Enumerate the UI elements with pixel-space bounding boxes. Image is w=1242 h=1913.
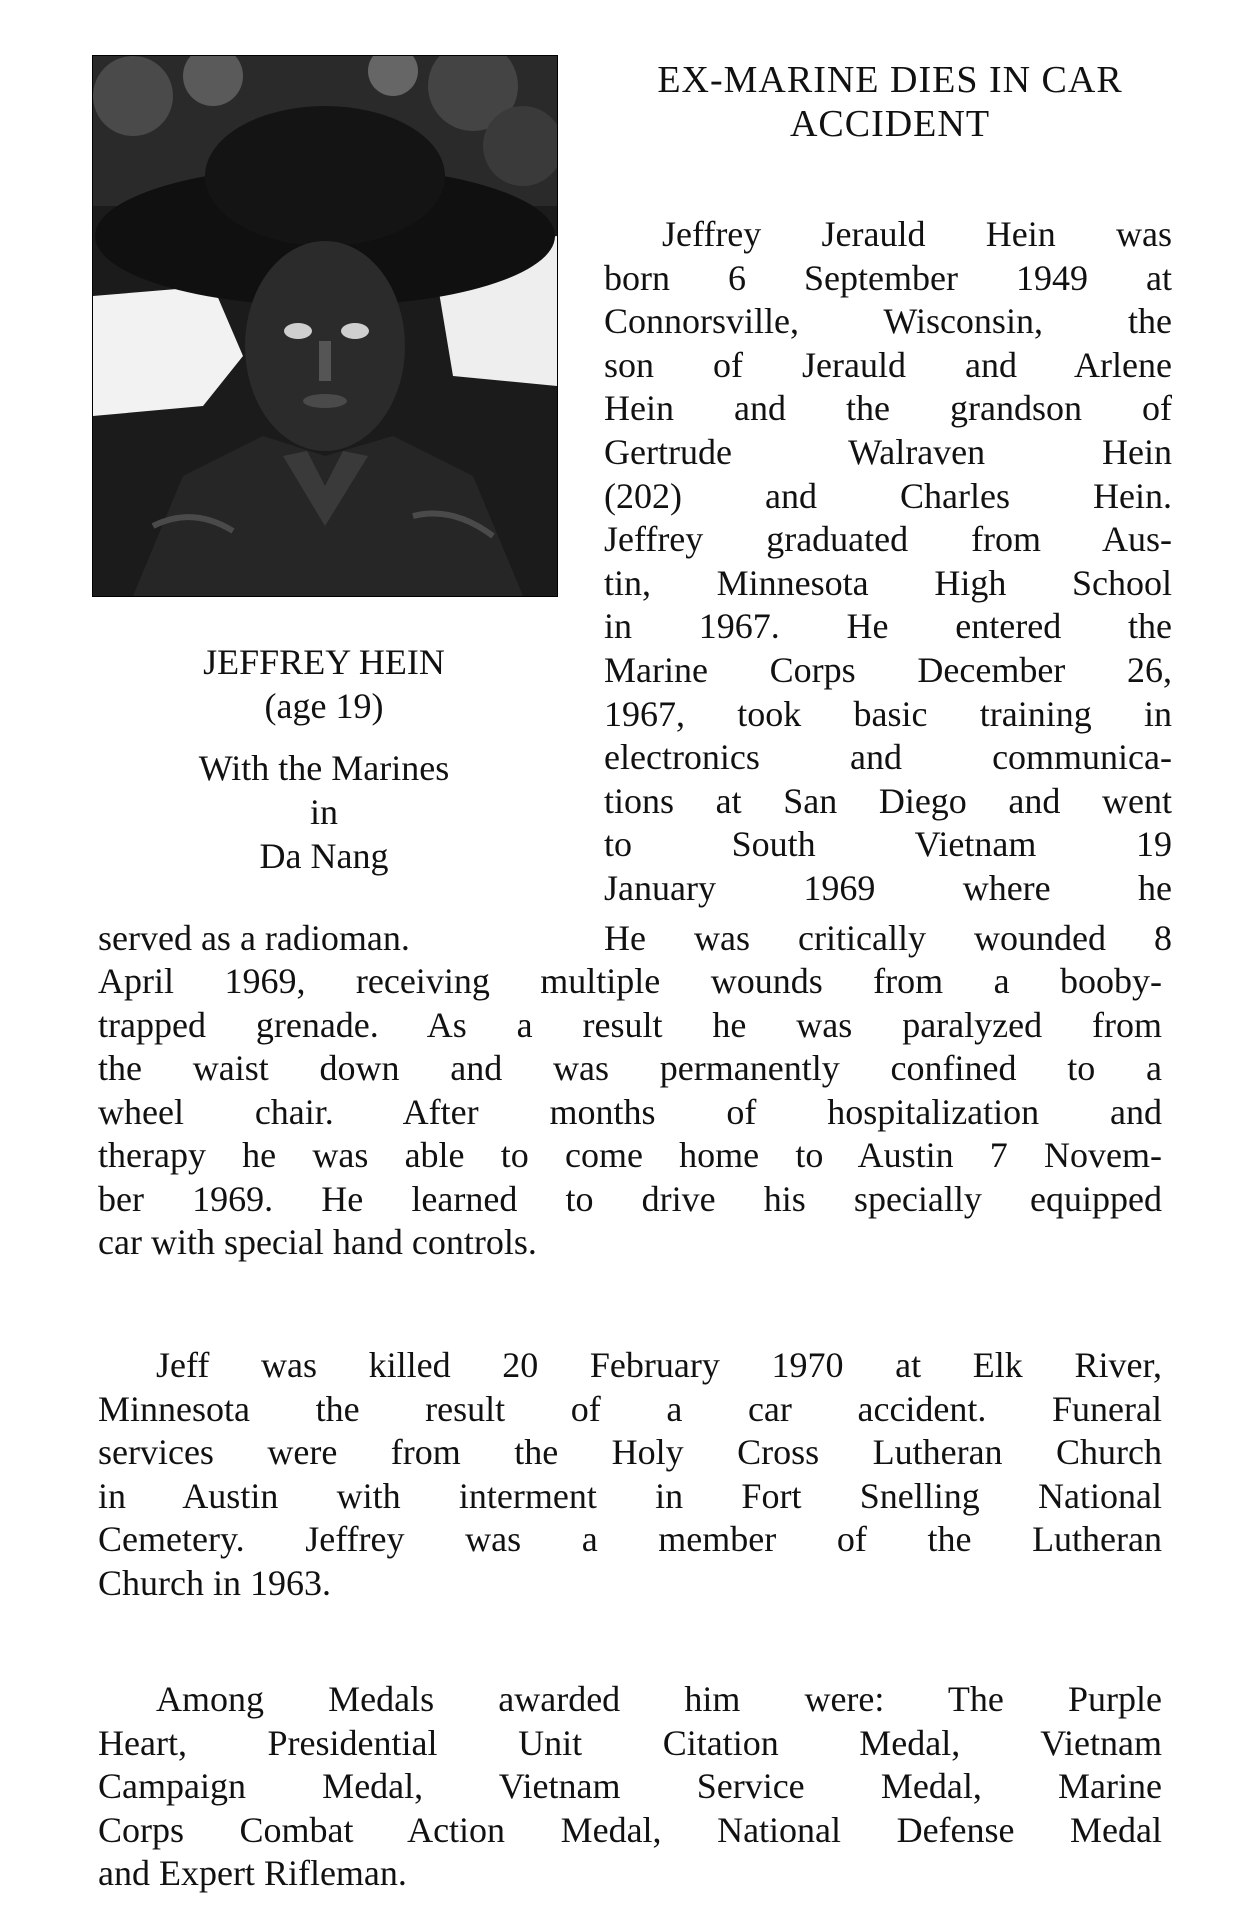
text-line: services were from the Holy Cross Lutheran Church (98, 1432, 1162, 1472)
text-line: in 1967. He entered the (604, 606, 1172, 647)
text-line: born 6 September 1949 at (604, 257, 1172, 298)
text-line: Church in 1963. (98, 1562, 331, 1603)
photo-caption (92, 640, 556, 878)
headline (600, 58, 1180, 146)
text-line: (202) and Charles Hein. (604, 475, 1172, 516)
text-line: Gertrude Walraven Hein (604, 431, 1172, 472)
caption-spacer (92, 728, 556, 746)
text-line: Minnesota the result of a car accident. Funeral (98, 1388, 1162, 1429)
paragraph-1-continued (98, 960, 1162, 1265)
text-line: Campaign Medal, Vietnam Service Medal, Marine (98, 1766, 1162, 1806)
text-line: 1967, took basic training in (604, 693, 1172, 734)
caption-name: JEFFREY HEIN (203, 642, 445, 682)
text-line: Heart, Presidential Unit Citation Medal, Vietnam (98, 1722, 1162, 1763)
split-line (98, 916, 1172, 960)
text-line: in Austin with interment in Fort Snelling National (98, 1475, 1162, 1516)
text-line: January 1969 where he (604, 867, 1172, 908)
caption-service: With the Marines (198, 748, 450, 788)
text-line: wheel chair. After months of hospitalization and (98, 1091, 1162, 1132)
text-line: son of Jerauld and Arlene (604, 344, 1172, 385)
text-line: to South Vietnam 19 (604, 824, 1172, 865)
headline-line-2: ACCIDENT (789, 103, 991, 145)
text-line: Corps Combat Action Medal, National Defense Medal (98, 1809, 1162, 1850)
headline-line-1: EX-MARINE DIES IN CAR (657, 59, 1123, 101)
text-line: therapy he was able to come home to Austin 7 Novem- (98, 1135, 1162, 1175)
text-line: electronics and communica- (604, 737, 1172, 778)
caption-location: Da Nang (259, 836, 389, 876)
text-line: Among Medals awarded him were: The Purple (156, 1679, 1162, 1719)
paragraph-2 (98, 1344, 1162, 1605)
text-line: trapped grenade. As a result he was paralyzed from (98, 1004, 1162, 1045)
text-line: Marine Corps December 26, (604, 649, 1172, 690)
text-line: April 1969, receiving multiple wounds from a booby- (98, 961, 1162, 1001)
split-line-left: served as a radioman. (98, 918, 410, 958)
text-line: Jeffrey Jerauld Hein was (662, 214, 1172, 254)
narrow-column-text (604, 213, 1172, 911)
split-line-right: He was critically wounded 8 (604, 918, 1172, 958)
caption-in: in (309, 792, 338, 832)
text-line: Jeffrey graduated from Aus- (604, 519, 1172, 560)
text-line: car with special hand controls. (98, 1222, 537, 1262)
text-line: Cemetery. Jeffrey was a member of the Lutheran (98, 1519, 1162, 1559)
paragraph-3 (98, 1678, 1162, 1896)
text-line: tin, Minnesota High School (604, 562, 1172, 603)
text-line: and Expert Rifleman. (98, 1853, 407, 1893)
text-line: tions at San Diego and went (604, 780, 1172, 821)
portrait-photo (92, 55, 558, 597)
text-line: Hein and the grandson of (604, 388, 1172, 429)
text-line: ber 1969. He learned to drive his specially equipped (98, 1178, 1162, 1219)
caption-age: (age 19) (264, 686, 384, 726)
text-line: the waist down and was permanently confined to a (98, 1048, 1162, 1088)
text-line: Connorsville, Wisconsin, the (604, 301, 1172, 342)
text-line: Jeff was killed 20 February 1970 at Elk River, (156, 1345, 1162, 1385)
